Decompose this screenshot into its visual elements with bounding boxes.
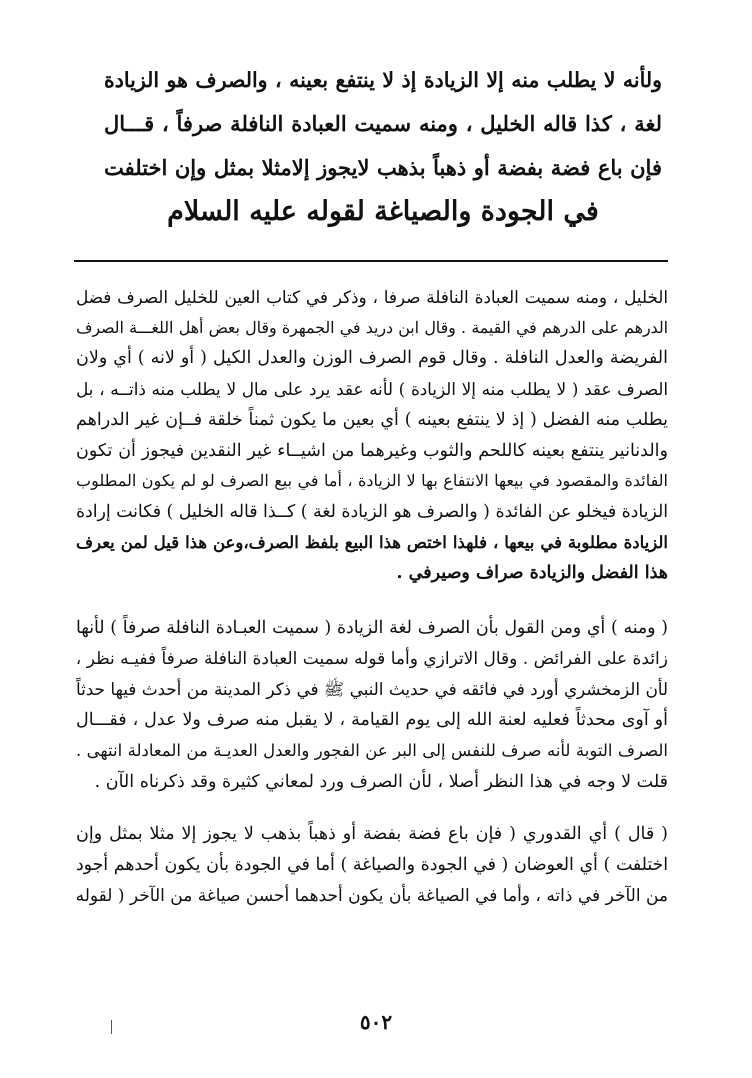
commentary-paragraph-3 xyxy=(76,819,668,911)
page-number: ٥٠٢ xyxy=(359,1010,393,1034)
commentary-line: الخليل ، ومنه سميت العبادة النافلة صرفا ، وذكر في كتاب العين للخليل الصرف فضل xyxy=(76,287,668,307)
commentary-line: الزيادة مطلوبة في بيعها ، فلهذا اختص هذا البيع بلفظ الصرف،وعن هذا قيل لمن يعرف xyxy=(76,532,668,552)
commentary-line: يطلب منه الفضل ( إذ لا ينتفع بعينه ) أي بعين ما يكون ثمناً خلقة فــإن غير الدراهم xyxy=(76,409,668,430)
commentary-line: ( ومنه ) أي ومن القول بأن الصرف لغة الزيادة ( سميت العبـادة النافلة صرفاً ) لأنها xyxy=(76,618,668,639)
commentary-line: الفريضة والعدل النافلة . وقال قوم الصرف الوزن والعدل الكيل ( أو لانه ) أي ولان xyxy=(76,348,668,369)
commentary-line: هذا الفضل والزيادة صراف وصيرفي . xyxy=(396,563,668,584)
commentary-line: ( قال ) أي القدوري ( فإن باع فضة بفضة أو ذهباً بذهب لا يجوز إلا مثلا بمثل وإن xyxy=(76,824,668,845)
main-text-line: لغة ، كذا قاله الخليل ، ومنه سميت العبادة النافلة صرفاً ، قـــال xyxy=(104,111,662,136)
commentary-line: قلت لا وجه في هذا النظر أصلا ، لأن الصرف ورد لمعاني كثيرة وقد ذكرناه الآن . xyxy=(94,771,668,792)
commentary-line: أو آوى محدثاً فعليه لعنة الله إلى يوم القيامة ، لا يقبل منه صرف ولا عدل ، فقـــال xyxy=(76,710,668,731)
commentary-block xyxy=(76,282,668,911)
commentary-line: لأن الزمخشري أورد في فائقه في حديث النبي ﷺ في ذكر المدينة من أحدث فيها حدثاً xyxy=(76,679,668,700)
separator-rule xyxy=(74,260,668,262)
main-text-line: ولأنه لا يطلب منه إلا الزيادة إذ لا ينتفع بعينه ، والصرف هو الزيادة xyxy=(104,68,662,92)
main-text-block xyxy=(104,58,662,234)
commentary-line: الفائدة والمقصود في بيعها الانتفاع بها لا الزيادة ، أما في بيع الصرف لو لم يكون المطلوب xyxy=(76,471,668,491)
commentary-line: الزيادة فيخلو عن الفائدة ( والصرف هو الزيادة لغة ) كــذا قاله الخليل ) فكانت إرادة xyxy=(76,501,668,522)
main-text-line: في الجودة والصياغة لقوله عليه السلام xyxy=(167,196,599,227)
commentary-line: الصرف عقد ( لا يطلب منه إلا الزيادة ) لأنه عقد يرد على مال لا يطلب منه ذاتــه ، بل xyxy=(76,379,668,400)
commentary-line: من الآخر في ذاته ، وأما في الصياغة بأن يكون أحدهما أحسن صياغة من الآخر ( لقوله xyxy=(75,885,668,906)
margin-mark xyxy=(111,1020,112,1034)
commentary-paragraph-1 xyxy=(76,282,668,589)
main-text-line: فإن باع فضة بفضة أو ذهباً بذهب لايجوز إلامثلا بمثل وإن اختلفت xyxy=(104,155,662,180)
commentary-line: الدرهم على الدرهم في القيمة . وقال ابن دريد في الجمهرة وقال بعض أهل اللغـــة الصرف xyxy=(76,317,668,337)
commentary-line: اختلفت ) أي العوضان ( في الجودة والصياغة ) أما في الجودة بأن يكون أحدهم أجود xyxy=(76,854,668,875)
commentary-paragraph-2 xyxy=(76,613,668,797)
commentary-line: زائدة على الفرائض . وقال الاترازي وأما قوله سميت العبادة النافلة صرفاً ففيـه نظر ، xyxy=(75,648,668,669)
commentary-line: والدنانير ينتفع بعينه كاللحم والثوب وغيرهما من اشيــاء غير النقدين فيجوز أن تكون xyxy=(76,440,668,461)
commentary-line: الصرف التوبة لأنه صرف للنفس إلى البر عن الفجور والعدل العديـة من المعادلة انتهى . xyxy=(76,740,668,760)
